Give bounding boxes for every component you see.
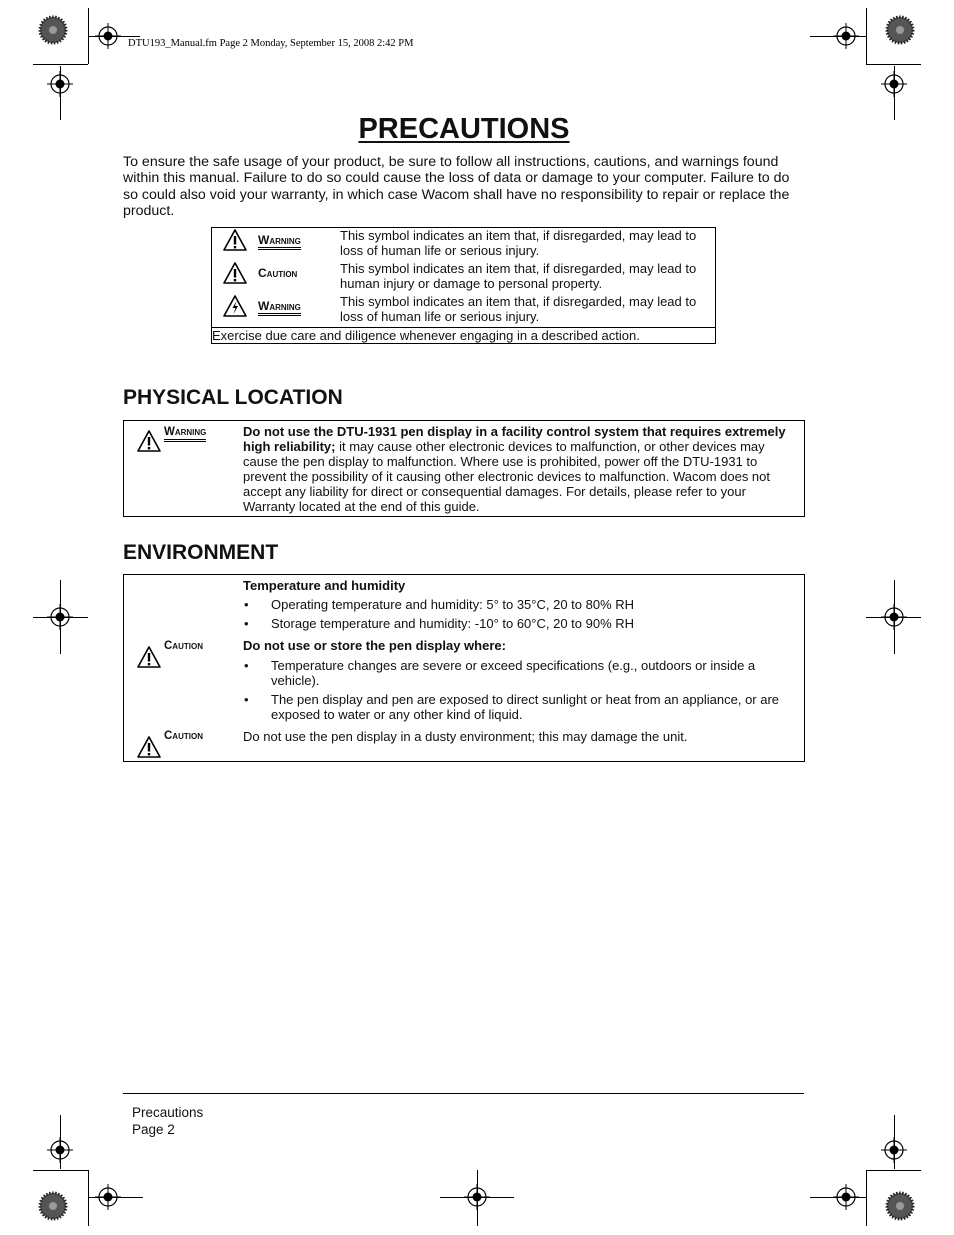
section-heading-physical-location: PHYSICAL LOCATION [123,386,343,409]
intro-paragraph: To ensure the safe usage of your product, be sure to follow all instructions, cautions, and warnings found within this manual. Failure to do so could cause the loss of data or damage to your computer. Failure to do so could also void your warranty, in which case Wacom shall have no responsibility to repair or replace the product. [123,154,790,220]
storage-list [243,658,792,722]
legend-label-warning: Warning [258,300,301,316]
page-title: PRECAUTIONS [358,113,570,145]
color-bar-disc-icon [33,10,73,50]
caution-triangle-icon [136,735,162,759]
color-bar-disc-icon [33,1186,73,1226]
environment-text [243,578,792,722]
legend-footer: Exercise due care and diligence whenever engaging in a described action. [212,328,716,344]
caution-label: Caution [164,730,203,742]
physical-location-text [243,424,792,514]
footer-page-number: Page 2 [132,1122,175,1137]
registration-mark-icon [95,1184,121,1210]
symbol-legend-table [211,227,716,344]
color-bar-disc-icon [880,10,920,50]
dust-warning-text: Do not use the pen display in a dusty environment; this may damage the unit. [243,729,688,744]
physical-location-bold-text: Do not use the DTU-1931 pen display in a facility control system that requires extremely high reliability; [243,424,786,454]
legend-label-warning: Warning [258,234,301,250]
legend-description: This symbol indicates an item that, if disregarded, may lead to human injury or damage to personal property. [340,261,697,291]
registration-mark-icon [47,71,73,97]
physical-location-body-text: it may cause other electronic devices to malfunction, or other devices may cause the pen display to malfunction. Where use is prohibited, power off the DTU-1931 to prevent the possibility of it causing other electronic devices to malfunction. Wacom does not accept any liability for direct or consequential damages. For details, please refer to your Warranty located at the end of this guide. [243,439,771,514]
registration-mark-icon [881,604,907,630]
legend-row [212,228,716,262]
caution-triangle-icon [136,645,162,669]
list-item: • Temperature changes are severe or exceed specifications (e.g., outdoors or inside a vehicle). [243,658,792,688]
warning-label: Warning [164,426,206,442]
registration-mark-icon [47,1137,73,1163]
environment-box [123,574,805,762]
legend-label-caution: Caution [258,266,298,280]
color-bar-disc-icon [880,1186,920,1226]
registration-mark-icon [833,23,859,49]
caution-label: Caution [164,640,203,652]
section-heading-environment: ENVIRONMENT [123,541,279,564]
temperature-heading: Temperature and humidity [243,578,406,593]
registration-mark-icon [881,71,907,97]
registration-mark-icon [95,23,121,49]
electric-shock-triangle-icon [222,294,248,318]
file-slug: DTU193_Manual.fm Page 2 Monday, September 15, 2008 2:42 PM [128,38,414,49]
registration-mark-icon [833,1184,859,1210]
footer-section-name: Precautions [132,1105,204,1120]
storage-heading: Do not use or store the pen display where: [243,638,506,653]
legend-description: This symbol indicates an item that, if disregarded, may lead to loss of human life or serious injury. [340,294,697,324]
warning-triangle-icon [136,429,162,453]
page-footer [132,1104,203,1138]
legend-description: This symbol indicates an item that, if disregarded, may lead to loss of human life or serious injury. [340,228,697,258]
list-item: • Storage temperature and humidity: -10° to 60°C, 20 to 90% RH [243,616,792,631]
temperature-list [243,597,792,631]
list-item: • The pen display and pen are exposed to direct sunlight or heat from an appliance, or are exposed to water or any other kind of liquid. [243,692,792,722]
caution-triangle-icon [222,261,248,285]
registration-mark-icon [47,604,73,630]
registration-mark-icon [881,1137,907,1163]
registration-mark-icon [464,1184,490,1210]
legend-footer-row [212,328,716,344]
legend-row [212,261,716,294]
physical-location-box [123,420,805,517]
legend-row [212,294,716,328]
footer-rule [123,1093,804,1094]
warning-triangle-icon [222,228,248,252]
list-item: • Operating temperature and humidity: 5° to 35°C, 20 to 80% RH [243,597,792,612]
